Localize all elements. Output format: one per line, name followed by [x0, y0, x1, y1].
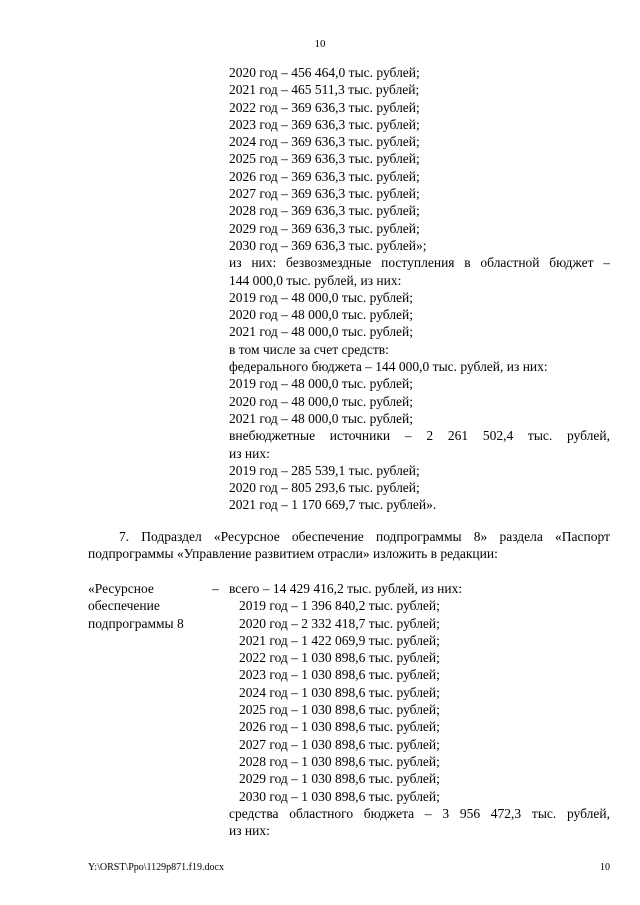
funding-line: 2022 год – 369 636,3 тыс. рублей; — [229, 99, 420, 115]
funding-line: 2023 год – 369 636,3 тыс. рублей; — [229, 116, 420, 132]
funding-line: 2021 год – 48 000,0 тыс. рублей; — [229, 324, 414, 340]
funding-line: 2019 год – 285 539,1 тыс. рублей; — [229, 462, 420, 478]
regional-budget-tail: из них: — [229, 823, 270, 839]
resource-year-line: 2024 год – 1 030 898,6 тыс. рублей; — [239, 684, 440, 700]
funding-line: из них: — [229, 445, 270, 461]
funding-list-continued — [229, 64, 610, 514]
resource-values — [229, 580, 610, 839]
resource-year-line: 2030 год – 1 030 898,6 тыс. рублей; — [239, 788, 440, 804]
resource-label-line: «Ресурсное — [88, 581, 154, 596]
resource-total: всего – 14 429 416,2 тыс. рублей, из них: — [229, 581, 463, 596]
resource-year-line: 2022 год – 1 030 898,6 тыс. рублей; — [239, 650, 440, 666]
resource-label-line: обеспечение — [88, 598, 160, 614]
resource-year-line: 2020 год – 2 332 418,7 тыс. рублей; — [239, 615, 440, 631]
resource-year-line: 2023 год – 1 030 898,6 тыс. рублей; — [239, 667, 440, 683]
funding-line: 2019 год – 48 000,0 тыс. рублей; — [229, 289, 414, 305]
resource-year-line: 2029 год – 1 030 898,6 тыс. рублей; — [239, 771, 440, 787]
file-path: Y:\ORST\Ppo\1129p871.f19.docx — [88, 862, 224, 873]
funding-line: 2021 год – 465 511,3 тыс. рублей; — [229, 82, 420, 98]
funding-line: 2028 год – 369 636,3 тыс. рублей; — [229, 203, 420, 219]
page-number-bottom: 10 — [600, 862, 610, 873]
funding-line: 2021 год – 1 170 669,7 тыс. рублей». — [229, 497, 437, 513]
funding-line: 2020 год – 48 000,0 тыс. рублей; — [229, 307, 414, 323]
funding-line: 2020 год – 48 000,0 тыс. рублей; — [229, 393, 414, 409]
resource-years-list — [229, 597, 610, 805]
page-number-top: 10 — [314, 38, 326, 50]
resource-year-line: 2025 год – 1 030 898,6 тыс. рублей; — [239, 702, 440, 718]
funding-line: 144 000,0 тыс. рублей, из них: — [229, 272, 402, 288]
funding-line: 2020 год – 456 464,0 тыс. рублей; — [229, 65, 420, 80]
funding-line: в том числе за счет средств: — [229, 341, 389, 357]
resource-year-line: 2028 год – 1 030 898,6 тыс. рублей; — [239, 753, 440, 769]
resource-label — [88, 580, 208, 632]
funding-line: 2030 год – 369 636,3 тыс. рублей»; — [229, 237, 427, 253]
resource-year-line: 2021 год – 1 422 069,9 тыс. рублей; — [239, 632, 440, 648]
funding-line: 2020 год – 805 293,6 тыс. рублей; — [229, 480, 420, 496]
amendment-paragraph: 7. Подраздел «Ресурсное обеспечение подпрограммы 8» раздела «Паспорт подпрограммы «Управление развитием отрасли» изложить в редакции: — [88, 529, 610, 562]
funding-line: 2021 год – 48 000,0 тыс. рублей; — [229, 410, 414, 426]
funding-line: внебюджетные источники – 2 261 502,4 тыс. рублей, — [229, 428, 610, 444]
funding-line: 2025 год – 369 636,3 тыс. рублей; — [229, 151, 420, 167]
funding-line: 2026 год – 369 636,3 тыс. рублей; — [229, 168, 420, 184]
funding-line: федерального бюджета – 144 000,0 тыс. рублей, из них: — [229, 359, 548, 375]
resource-year-line: 2027 год – 1 030 898,6 тыс. рублей; — [239, 736, 440, 752]
resource-dash: – — [212, 581, 219, 596]
resource-year-line: 2019 год – 1 396 840,2 тыс. рублей; — [239, 598, 440, 614]
funding-line: 2029 год – 369 636,3 тыс. рублей; — [229, 220, 420, 236]
regional-budget-line: средства областного бюджета – 3 956 472,3 тыс. рублей, — [229, 805, 610, 821]
funding-line: 2027 год – 369 636,3 тыс. рублей; — [229, 186, 420, 202]
resource-year-line: 2026 год – 1 030 898,6 тыс. рублей; — [239, 719, 440, 735]
funding-line: из них: безвозмездные поступления в областной бюджет – — [229, 255, 610, 271]
funding-line: 2024 год – 369 636,3 тыс. рублей; — [229, 134, 420, 150]
resource-label-line: подпрограммы 8 — [88, 615, 184, 631]
funding-line: 2019 год – 48 000,0 тыс. рублей; — [229, 376, 414, 392]
